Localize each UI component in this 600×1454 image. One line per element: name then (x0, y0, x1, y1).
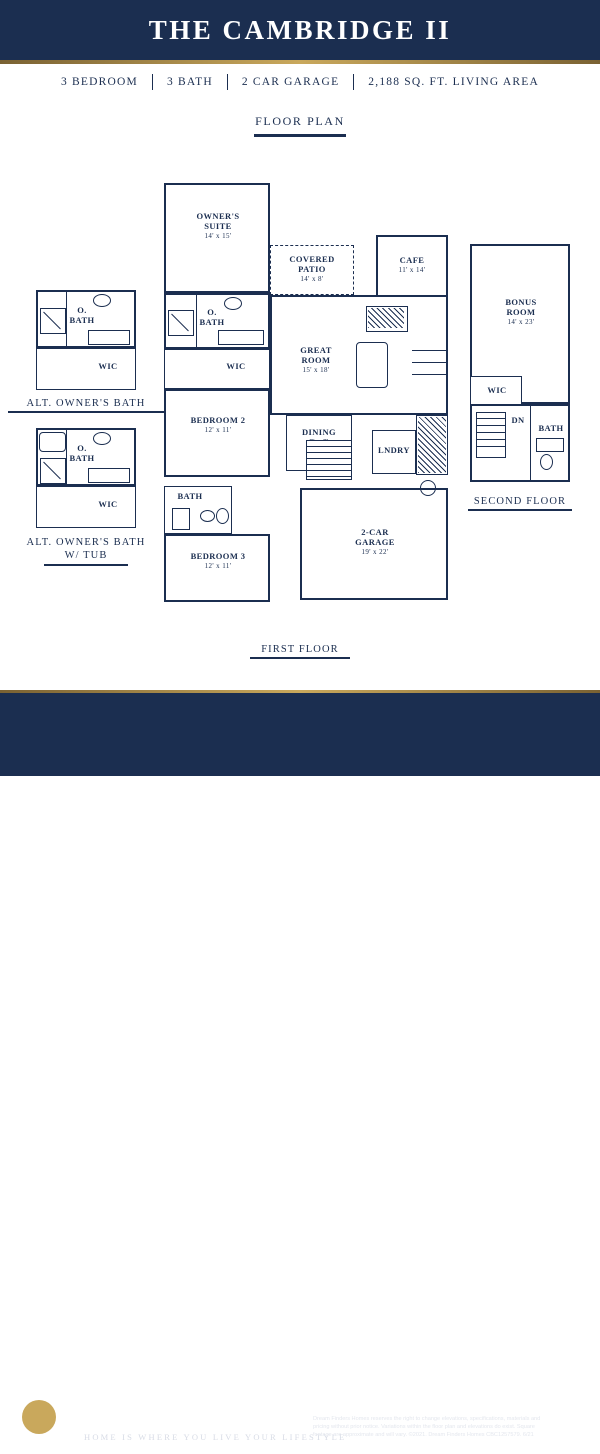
spec-bath: 3 BATH (166, 76, 213, 88)
second-floor-bath-label: BATH (538, 423, 564, 433)
island-hatch (368, 308, 404, 328)
floor-plan-drawing (0, 150, 600, 690)
owners-suite-label: OWNER'S SUITE 14' x 15' (196, 211, 240, 240)
footer-brand: Dream Finders Homes (64, 1401, 264, 1426)
floor-plan-underline (254, 134, 346, 137)
owners-wic-label: WIC (226, 361, 246, 371)
alt-bath-2-label: O. BATH (69, 443, 95, 463)
floor-plan-label: FLOOR PLAN (255, 114, 345, 128)
caption-alt-owners-bath: ALT. OWNER'S BATH (8, 398, 164, 413)
bedroom-3-label: BEDROOM 3 12' x 11' (190, 551, 246, 570)
counter-line (412, 350, 448, 351)
stair-tread (307, 446, 351, 447)
counter-line (412, 374, 448, 375)
second-floor-bath-wall (530, 406, 531, 480)
footer-legal-text: Dream Finders Homes reserves the right to change elevations, specifications, materials and pricing without prior notice. Variations within the floor plan and elevations do exist. Square footage are approximate and will vary. ©2021. Dream Finders Homes CBC1257579. 6/21 (313, 1416, 541, 1439)
equal-housing-icon (556, 1431, 576, 1449)
stair-tread (477, 446, 505, 447)
counter-line (412, 362, 448, 363)
footer-website[interactable]: DREAMFINDERSHOMES.COM (313, 1403, 434, 1412)
toilet-icon (216, 508, 229, 524)
spec-line (0, 74, 600, 90)
caption-second-floor: SECOND FLOOR (458, 496, 582, 511)
dfh-logo-icon (22, 1400, 56, 1434)
alt-bath-1-label: O. BATH (69, 305, 95, 325)
page-header (0, 0, 600, 60)
great-room-label: GREAT ROOM 15' x 18' (300, 345, 332, 374)
owners-bath-label: O. BATH (199, 307, 225, 327)
covered-patio-label: COVERED PATIO 14' x 8' (289, 254, 335, 283)
vanity-icon (536, 438, 564, 452)
stair-tread (307, 470, 351, 471)
watermark-copyright: © (8, 1422, 16, 1433)
caption-alt-owners-bath-tub: ALT. OWNER'S BATH W/ TUB (8, 536, 164, 566)
dn-label: DN (511, 415, 525, 425)
stair-tread (477, 439, 505, 440)
water-heater-icon (420, 480, 436, 496)
bedroom-2-label: BEDROOM 2 12' x 11' (190, 415, 246, 434)
footer-tagline: HOME IS WHERE YOU LIVE YOUR LIFESTYLE (84, 1432, 347, 1442)
garage-label: 2-CAR GARAGE 19' x 22' (355, 527, 395, 556)
alt-bath-1-wic-label: WIC (98, 361, 118, 371)
watermark-source: NEFMLS, Inc (52, 1437, 147, 1454)
sink-icon (200, 510, 215, 522)
sofa-icon (356, 342, 388, 388)
vanity-icon (88, 468, 130, 483)
stair-tread (307, 452, 351, 453)
spec-bedroom: 3 BEDROOM (61, 76, 138, 88)
header-gold-rule (0, 60, 600, 64)
stair-tread (477, 425, 505, 426)
bonus-wic-label: WIC (487, 385, 507, 395)
spec-living-area: 2,188 SQ. FT. LIVING AREA (368, 76, 539, 88)
dining-label: DINING (301, 427, 337, 437)
laundry-label: LNDRY (378, 445, 410, 455)
stair-tread (307, 464, 351, 465)
alt-bath-2-wic-label: WIC (98, 499, 118, 509)
spec-garage: 2 CAR GARAGE (241, 76, 340, 88)
page-title: THE CAMBRIDGE II (148, 14, 452, 45)
toilet-icon (540, 454, 553, 470)
caption-first-floor: FIRST FLOOR (222, 644, 378, 659)
pantry-hatch (418, 417, 446, 473)
hall-bath-label: BATH (177, 491, 203, 501)
vanity-icon (218, 330, 264, 345)
bonus-room-label: BONUS ROOM 14' x 23' (505, 297, 537, 326)
stair-tread (307, 458, 351, 459)
stair-tread (307, 476, 351, 477)
vanity-icon (88, 330, 130, 345)
tub-icon (39, 432, 66, 452)
cafe-label: CAFE 11' x 14' (398, 255, 426, 274)
stair-tread (477, 418, 505, 419)
watermark-year: 2024 (6, 1437, 35, 1452)
tub-icon (172, 508, 190, 530)
stair-tread (477, 432, 505, 433)
page-footer (0, 693, 600, 1454)
